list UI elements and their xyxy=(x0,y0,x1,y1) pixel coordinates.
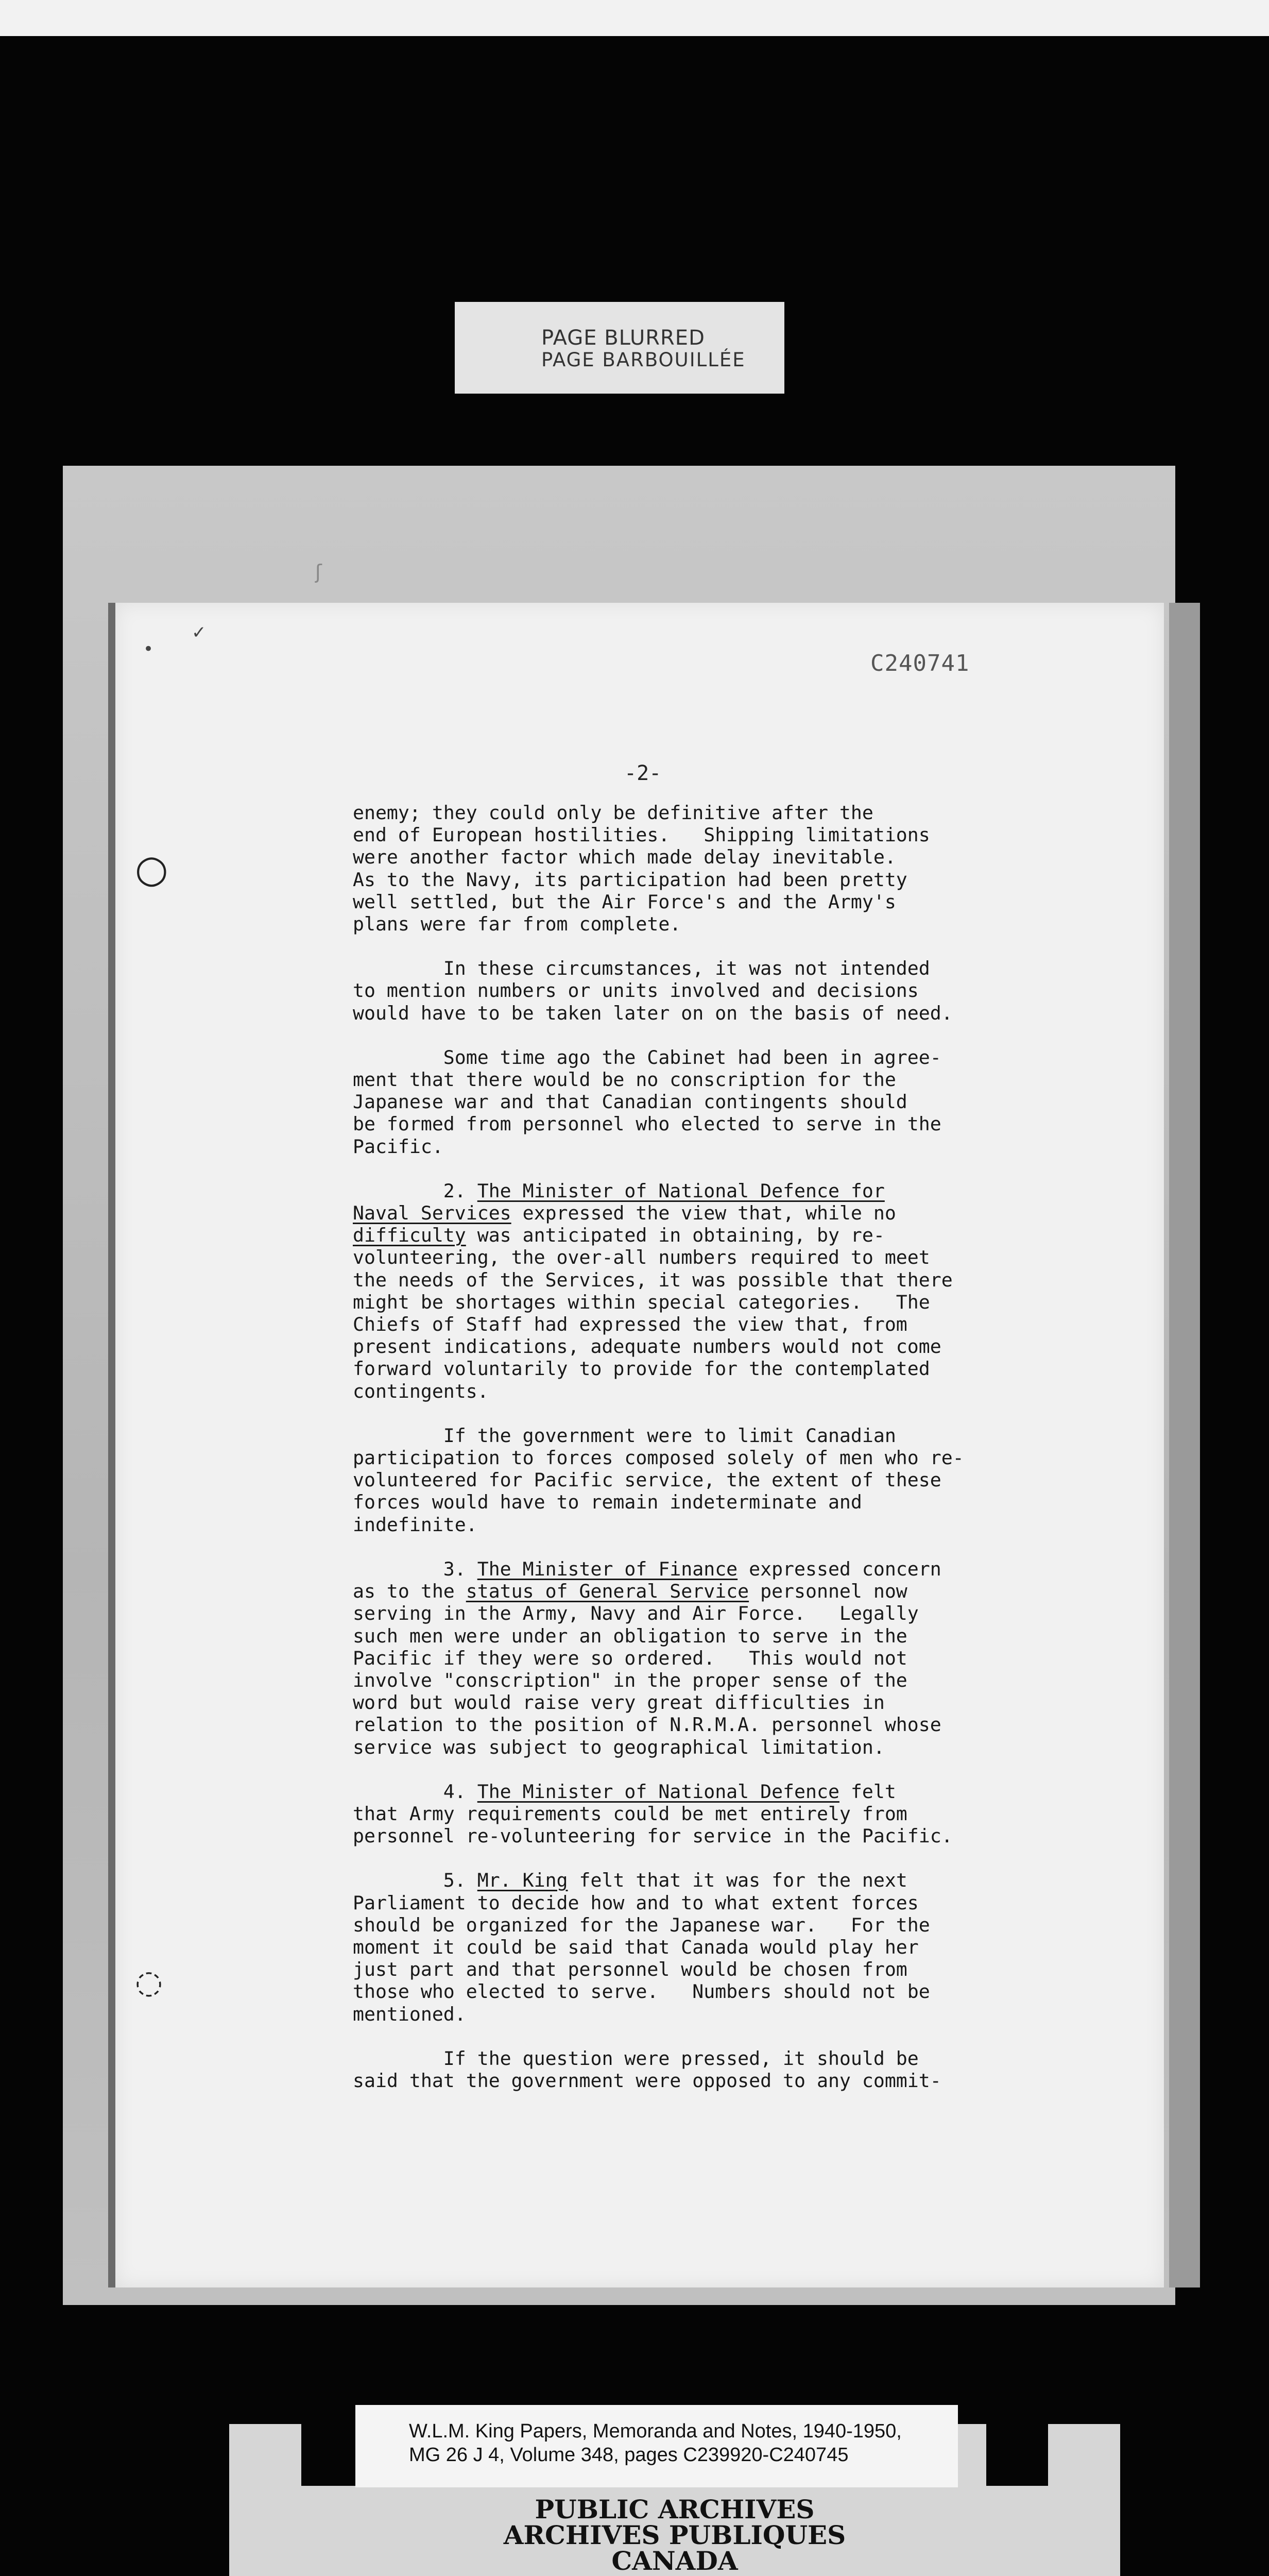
text-line: involve "conscription" in the proper sense of the xyxy=(353,1669,907,1691)
text-line: 2. The Minister of National Defence for xyxy=(353,1179,885,1202)
text-line: forward voluntarily to provide for the contemplated xyxy=(353,1358,930,1380)
text-line: just part and that personnel would be chosen from xyxy=(353,1958,907,1981)
archives-line: ARCHIVES PUBLIQUES xyxy=(503,2520,846,2550)
text-line: If the government were to limit Canadian xyxy=(353,1424,896,1447)
memo-paragraph xyxy=(353,1781,1074,1848)
stamp-line-french: PAGE BARBOUILLÉE xyxy=(541,349,746,371)
text-line: to mention numbers or units involved and decisions xyxy=(353,979,919,1002)
text-line: those who elected to serve. Numbers should not be xyxy=(353,1980,930,2003)
text-line: would have to be taken later on on the basis of need. xyxy=(353,1002,953,1024)
memo-paragraph xyxy=(353,957,1074,1024)
text-line: might be shortages within special categories. The xyxy=(353,1291,930,1313)
text-line: volunteered for Pacific service, the extent of these xyxy=(353,1469,941,1492)
text-line: In these circumstances, it was not intended xyxy=(353,957,930,980)
text-line: well settled, but the Air Force's and the Army's xyxy=(353,890,896,913)
memo-paragraph xyxy=(353,1180,1074,1402)
text-line: the needs of the Services, it was possible that there xyxy=(353,1268,953,1291)
frame-notch xyxy=(986,2424,1048,2486)
text-line: Chiefs of Staff had expressed the view that, from xyxy=(353,1313,907,1336)
text-line: participation to forces composed solely of men who re- xyxy=(353,1447,964,1469)
frame-notch xyxy=(301,2424,363,2486)
text-line: indefinite. xyxy=(353,1513,477,1536)
stamp-line-english: PAGE BLURRED xyxy=(541,326,705,350)
citation-line: W.L.M. King Papers, Memoranda and Notes, 1940-1950, xyxy=(409,2420,902,2442)
text-line: relation to the position of N.R.M.A. personnel whose xyxy=(353,1714,941,1736)
page-number: -2- xyxy=(624,761,662,785)
margin-dot-mark: • xyxy=(143,639,154,659)
citation-label xyxy=(355,2405,958,2487)
text-line: that Army requirements could be met entirely from xyxy=(353,1802,907,1825)
memo-paragraph xyxy=(353,1869,1074,2025)
margin-tick-mark: ✓ xyxy=(192,622,207,643)
text-line: Pacific if they were so ordered. This would not xyxy=(353,1647,907,1669)
text-line: service was subject to geographical limitation. xyxy=(353,1736,885,1758)
text-line: Japanese war and that Canadian contingents should xyxy=(353,1091,907,1113)
text-line: Naval Services expressed the view that, while no xyxy=(353,1202,896,1225)
text-line: word but would raise very great difficulties in xyxy=(353,1691,885,1714)
page-blurred-stamp xyxy=(455,302,784,394)
text-line: Pacific. xyxy=(353,1135,443,1158)
text-line: were another factor which made delay inevitable. xyxy=(353,846,896,869)
memo-body-text xyxy=(353,802,1074,2114)
film-top-edge xyxy=(0,0,1269,36)
text-line: volunteering, the over-all numbers required to meet xyxy=(353,1246,930,1269)
archives-line: CANADA xyxy=(611,2546,738,2576)
text-line: As to the Navy, its participation had been pretty xyxy=(353,868,907,891)
text-line: ment that there would be no conscription for the xyxy=(353,1069,896,1091)
text-line: end of European hostilities. Shipping limitations xyxy=(353,824,930,846)
text-line: 4. The Minister of National Defence felt xyxy=(353,1780,896,1803)
text-line: should be organized for the Japanese war. For the xyxy=(353,1913,930,1936)
memo-paragraph xyxy=(353,1046,1074,1158)
text-line: Parliament to decide how and to what extent forces xyxy=(353,1891,919,1914)
punch-hole-mark: ◌ xyxy=(135,1963,163,2001)
text-line: Some time ago the Cabinet had been in agree- xyxy=(353,1046,941,1069)
text-line: present indications, adequate numbers would not come xyxy=(353,1335,941,1358)
text-line: contingents. xyxy=(353,1380,489,1402)
text-line: personnel re-volunteering for service in the Pacific. xyxy=(353,1825,953,1848)
archives-line: PUBLIC ARCHIVES xyxy=(535,2494,815,2524)
text-line: forces would have to remain indeterminate and xyxy=(353,1491,862,1514)
memo-paragraph xyxy=(353,2047,1074,2092)
text-line: said that the government were opposed to any commit- xyxy=(353,2069,941,2092)
text-line: be formed from personnel who elected to serve in the xyxy=(353,1113,941,1136)
text-line: If the question were pressed, it should be xyxy=(353,2047,919,2070)
punch-hole-mark: ○ xyxy=(135,847,168,891)
text-line: such men were under an obligation to serve in the xyxy=(353,1624,907,1647)
memo-paragraph xyxy=(353,802,1074,935)
text-line: moment it could be said that Canada would play her xyxy=(353,1936,919,1958)
memo-paragraph xyxy=(353,1558,1074,1758)
text-line: serving in the Army, Navy and Air Force. Legally xyxy=(353,1602,919,1625)
text-line: mentioned. xyxy=(353,2003,466,2025)
text-line: plans were far from complete. xyxy=(353,913,681,936)
citation-line: MG 26 J 4, Volume 348, pages C239920-C240745 xyxy=(409,2444,849,2466)
text-line: as to the status of General Service personnel now xyxy=(353,1580,907,1603)
text-line: 3. The Minister of Finance expressed concern xyxy=(353,1557,941,1580)
archive-page-code: C240741 xyxy=(870,650,970,676)
text-line: enemy; they could only be definitive after the xyxy=(353,802,873,824)
memo-paragraph xyxy=(353,1425,1074,1536)
page-edge-shadow xyxy=(1169,603,1200,2287)
pencil-mark: ʃ xyxy=(315,561,322,583)
text-line: difficulty was anticipated in obtaining, by re- xyxy=(353,1224,885,1247)
text-line: 5. Mr. King felt that it was for the next xyxy=(353,1869,907,1892)
public-archives-stamp xyxy=(229,2494,1120,2576)
